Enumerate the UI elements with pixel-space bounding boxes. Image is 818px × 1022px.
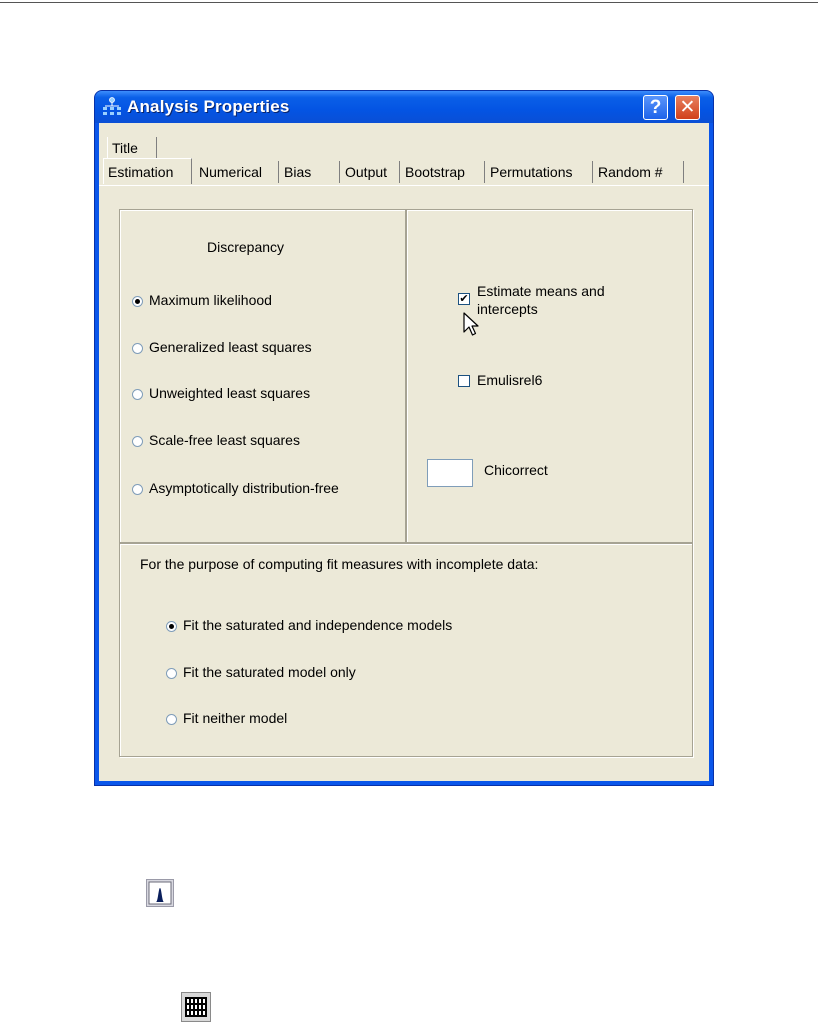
discrepancy-heading: Discrepancy bbox=[207, 239, 285, 255]
tab-bias[interactable]: Bias bbox=[280, 161, 340, 183]
page-rule bbox=[0, 2, 818, 3]
label-emulisrel6[interactable]: Emulisrel6 bbox=[477, 372, 543, 388]
tab-bootstrap[interactable]: Bootstrap bbox=[401, 161, 485, 183]
radio-fit-saturated-only[interactable] bbox=[166, 668, 177, 679]
label-estimate-means-1[interactable]: Estimate means and bbox=[477, 283, 605, 299]
tab-random[interactable]: Random # bbox=[594, 161, 684, 183]
radio-label-asymptotically-distribution-free[interactable]: Asymptotically distribution-free bbox=[149, 480, 339, 496]
checkbox-emulisrel6[interactable] bbox=[458, 375, 470, 387]
label-estimate-means-2[interactable]: intercepts bbox=[477, 301, 538, 317]
radio-asymptotically-distribution-free[interactable] bbox=[132, 484, 143, 495]
window-title: Analysis Properties bbox=[127, 97, 290, 116]
radio-unweighted-least-squares[interactable] bbox=[132, 389, 143, 400]
radio-label-scale-free-least-squares[interactable]: Scale-free least squares bbox=[149, 432, 300, 448]
tab-estimation[interactable]: Estimation bbox=[103, 158, 192, 184]
close-button[interactable]: ✕ bbox=[675, 95, 700, 120]
radio-label-fit-neither[interactable]: Fit neither model bbox=[183, 710, 288, 726]
title-bar[interactable] bbox=[95, 91, 713, 123]
radio-label-fit-saturated-independence[interactable]: Fit the saturated and independence models bbox=[183, 617, 453, 633]
distribution-icon bbox=[146, 879, 174, 907]
analysis-properties-window bbox=[94, 90, 714, 786]
app-hierarchy-icon bbox=[102, 97, 122, 117]
radio-maximum-likelihood[interactable] bbox=[132, 296, 143, 307]
radio-fit-neither[interactable] bbox=[166, 714, 177, 725]
fit-measures-heading: For the purpose of computing fit measures with incomplete data: bbox=[140, 556, 539, 572]
dialog-client-area bbox=[99, 123, 709, 781]
label-chicorrect: Chicorrect bbox=[484, 462, 548, 478]
chicorrect-input[interactable] bbox=[427, 459, 473, 487]
radio-label-unweighted-least-squares[interactable]: Unweighted least squares bbox=[149, 385, 311, 401]
mouse-pointer-icon bbox=[463, 312, 481, 340]
options-group bbox=[406, 209, 693, 543]
tab-baseline bbox=[99, 185, 709, 186]
radio-fit-saturated-independence[interactable] bbox=[166, 621, 177, 632]
radio-label-maximum-likelihood[interactable]: Maximum likelihood bbox=[149, 292, 272, 308]
toolbar-grid-icon bbox=[181, 992, 211, 1022]
help-button[interactable]: ? bbox=[643, 95, 668, 120]
checkbox-estimate-means[interactable]: ✔ bbox=[459, 293, 469, 305]
radio-label-generalized-least-squares[interactable]: Generalized least squares bbox=[149, 339, 312, 355]
radio-label-fit-saturated-only[interactable]: Fit the saturated model only bbox=[183, 664, 356, 680]
tab-numerical[interactable]: Numerical bbox=[195, 161, 279, 183]
radio-scale-free-least-squares[interactable] bbox=[132, 436, 143, 447]
tab-permutations[interactable]: Permutations bbox=[486, 161, 593, 183]
tab-title[interactable]: Title bbox=[107, 137, 157, 159]
radio-generalized-least-squares[interactable] bbox=[132, 343, 143, 354]
tab-output[interactable]: Output bbox=[341, 161, 400, 183]
